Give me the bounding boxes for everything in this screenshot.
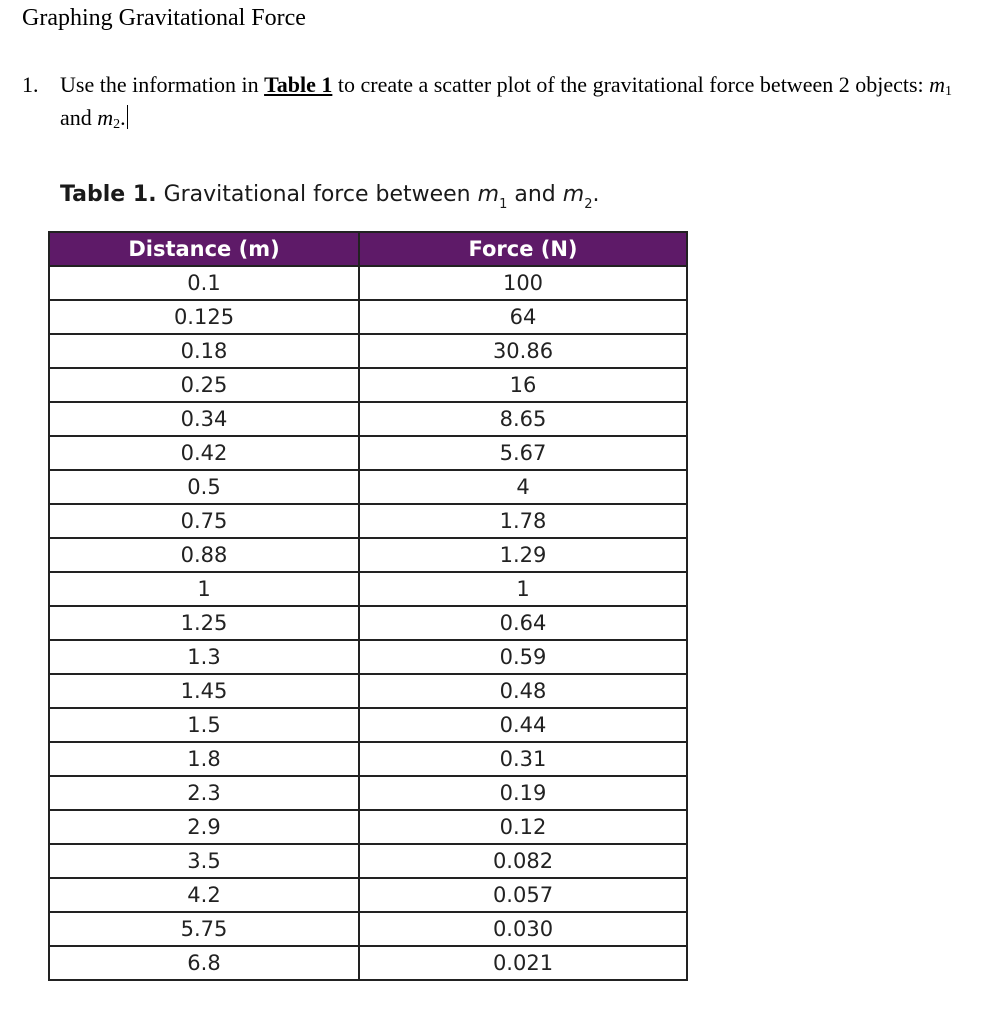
question-1[interactable] — [22, 72, 962, 138]
table-row — [49, 470, 687, 504]
distance-header: Distance (m) — [49, 232, 359, 266]
question-text[interactable] — [60, 72, 962, 138]
force-cell: 100 — [359, 266, 687, 300]
force-cell: 16 — [359, 368, 687, 402]
text-cursor — [127, 105, 128, 129]
distance-cell: 1.5 — [49, 708, 359, 742]
force-cell: 0.082 — [359, 844, 687, 878]
table-header-row — [49, 232, 687, 266]
distance-cell: 0.25 — [49, 368, 359, 402]
force-cell: 0.64 — [359, 606, 687, 640]
table-row — [49, 606, 687, 640]
force-cell: 4 — [359, 470, 687, 504]
force-cell: 0.12 — [359, 810, 687, 844]
table-row — [49, 708, 687, 742]
table-row — [49, 912, 687, 946]
question-text-after: to create a scatter plot of the gravitational force between 2 objects: — [337, 72, 924, 97]
table-row — [49, 946, 687, 980]
force-cell: 0.31 — [359, 742, 687, 776]
table-row — [49, 674, 687, 708]
caption-mass-2: m — [562, 182, 585, 207]
page-title: Graphing Gravitational Force — [22, 5, 306, 31]
force-cell: 1 — [359, 572, 687, 606]
force-cell: 0.021 — [359, 946, 687, 980]
force-cell: 0.59 — [359, 640, 687, 674]
table-row — [49, 538, 687, 572]
table-row — [49, 402, 687, 436]
force-cell: 0.19 — [359, 776, 687, 810]
distance-cell: 1.25 — [49, 606, 359, 640]
mass-2-variable: m — [97, 105, 114, 130]
force-distance-table — [48, 231, 688, 981]
table-caption — [60, 180, 599, 220]
table-row — [49, 504, 687, 538]
force-cell: 1.78 — [359, 504, 687, 538]
table-row — [49, 436, 687, 470]
distance-cell: 1.8 — [49, 742, 359, 776]
table-row — [49, 742, 687, 776]
question-conjunction: and — [60, 105, 92, 130]
table-body — [49, 266, 687, 980]
table-row — [49, 300, 687, 334]
force-cell: 8.65 — [359, 402, 687, 436]
table-row — [49, 572, 687, 606]
force-cell: 5.67 — [359, 436, 687, 470]
table-row — [49, 844, 687, 878]
caption-text: Gravitational force between — [163, 182, 471, 207]
table-row — [49, 334, 687, 368]
mass-1-variable: m — [929, 72, 946, 97]
caption-label: Table 1. — [60, 182, 157, 207]
distance-cell: 0.1 — [49, 266, 359, 300]
mass-2-subscript: 2 — [113, 117, 121, 132]
distance-cell: 1.45 — [49, 674, 359, 708]
force-cell: 0.030 — [359, 912, 687, 946]
force-cell: 64 — [359, 300, 687, 334]
table-row — [49, 878, 687, 912]
distance-cell: 6.8 — [49, 946, 359, 980]
distance-cell: 3.5 — [49, 844, 359, 878]
mass-1-subscript: 1 — [945, 84, 953, 99]
table-row — [49, 776, 687, 810]
distance-cell: 2.9 — [49, 810, 359, 844]
force-cell: 0.48 — [359, 674, 687, 708]
force-cell: 30.86 — [359, 334, 687, 368]
question-text-before: Use the information in — [60, 72, 259, 97]
distance-cell: 0.42 — [49, 436, 359, 470]
caption-end: . — [592, 182, 600, 207]
table-reference: Table 1 — [264, 72, 333, 97]
distance-cell: 0.125 — [49, 300, 359, 334]
distance-cell: 0.18 — [49, 334, 359, 368]
distance-cell: 1.3 — [49, 640, 359, 674]
force-cell: 0.44 — [359, 708, 687, 742]
distance-cell: 5.75 — [49, 912, 359, 946]
table-row — [49, 810, 687, 844]
table-row — [49, 266, 687, 300]
force-header: Force (N) — [359, 232, 687, 266]
caption-mass-2-subscript: 2 — [584, 197, 593, 212]
force-cell: 0.057 — [359, 878, 687, 912]
distance-cell: 4.2 — [49, 878, 359, 912]
distance-cell: 0.88 — [49, 538, 359, 572]
question-number: 1. — [22, 72, 39, 97]
distance-cell: 2.3 — [49, 776, 359, 810]
caption-mass-1-subscript: 1 — [499, 197, 508, 212]
distance-cell: 0.34 — [49, 402, 359, 436]
table-row — [49, 368, 687, 402]
distance-cell: 0.75 — [49, 504, 359, 538]
table-row — [49, 640, 687, 674]
distance-cell: 0.5 — [49, 470, 359, 504]
question-end: . — [120, 105, 126, 130]
caption-mass-1: m — [477, 182, 500, 207]
caption-conjunction: and — [514, 182, 556, 207]
force-cell: 1.29 — [359, 538, 687, 572]
distance-cell: 1 — [49, 572, 359, 606]
